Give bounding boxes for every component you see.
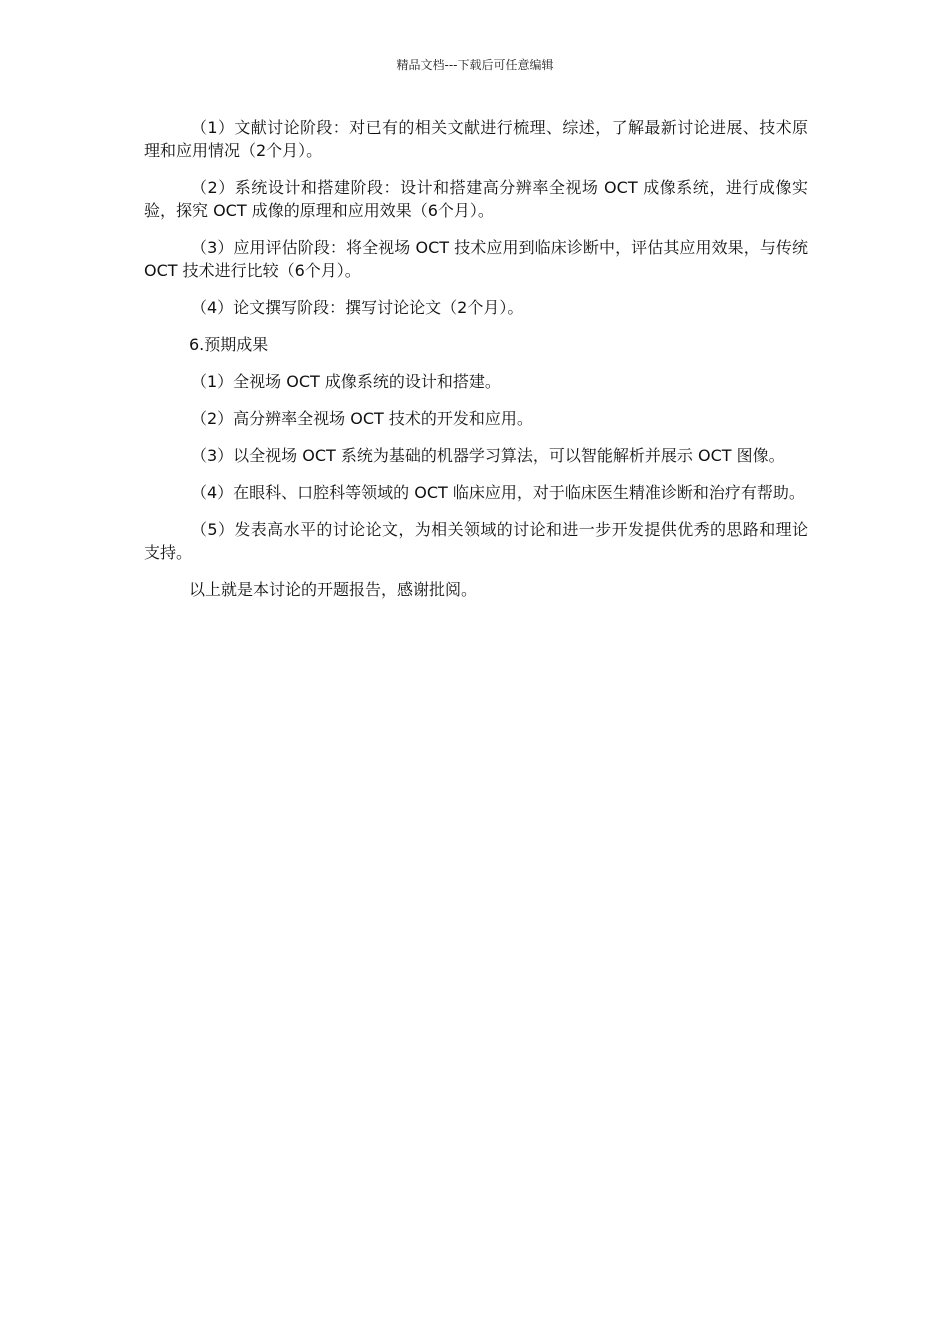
paragraph-phase-writing: （4）论文撰写阶段：撰写讨论论文（2个月）。: [191, 298, 524, 317]
page-header: 精品文档---下载后可任意编辑: [396, 58, 554, 72]
paragraph-result-5: （5）发表高水平的讨论论文，为相关领域的讨论和进一步开发提供优秀的思路和理论支持。: [144, 520, 808, 562]
paragraph-phase-evaluation: （3）应用评估阶段：将全视场 OCT 技术应用到临床诊断中，评估其应用效果，与传统 OCT 技术进行比较（6个月）。: [144, 238, 808, 280]
paragraph-result-3: （3）以全视场 OCT 系统为基础的机器学习算法，可以智能解析并展示 OCT 图像。: [191, 446, 785, 465]
paragraph-result-4: （4）在眼科、口腔科等领域的 OCT 临床应用，对于临床医生精准诊断和治疗有帮助。: [191, 483, 805, 502]
paragraph-phase-literature: （1）文献讨论阶段：对已有的相关文献进行梳理、综述，了解最新讨论进展、技术原理和应用情况（2个月）。: [144, 118, 808, 160]
paragraph-result-1: （1）全视场 OCT 成像系统的设计和搭建。: [191, 372, 501, 391]
paragraph-phase-system-design: （2）系统设计和搭建阶段：设计和搭建高分辨率全视场 OCT 成像系统，进行成像实验，探究 OCT 成像的原理和应用效果（6个月）。: [144, 178, 808, 220]
paragraph-result-2: （2）高分辨率全视场 OCT 技术的开发和应用。: [191, 409, 533, 428]
document-body: [144, 116, 808, 615]
closing-paragraph: 以上就是本讨论的开题报告，感谢批阅。: [189, 580, 478, 599]
section-heading-expected-results: 6.预期成果: [189, 335, 269, 354]
